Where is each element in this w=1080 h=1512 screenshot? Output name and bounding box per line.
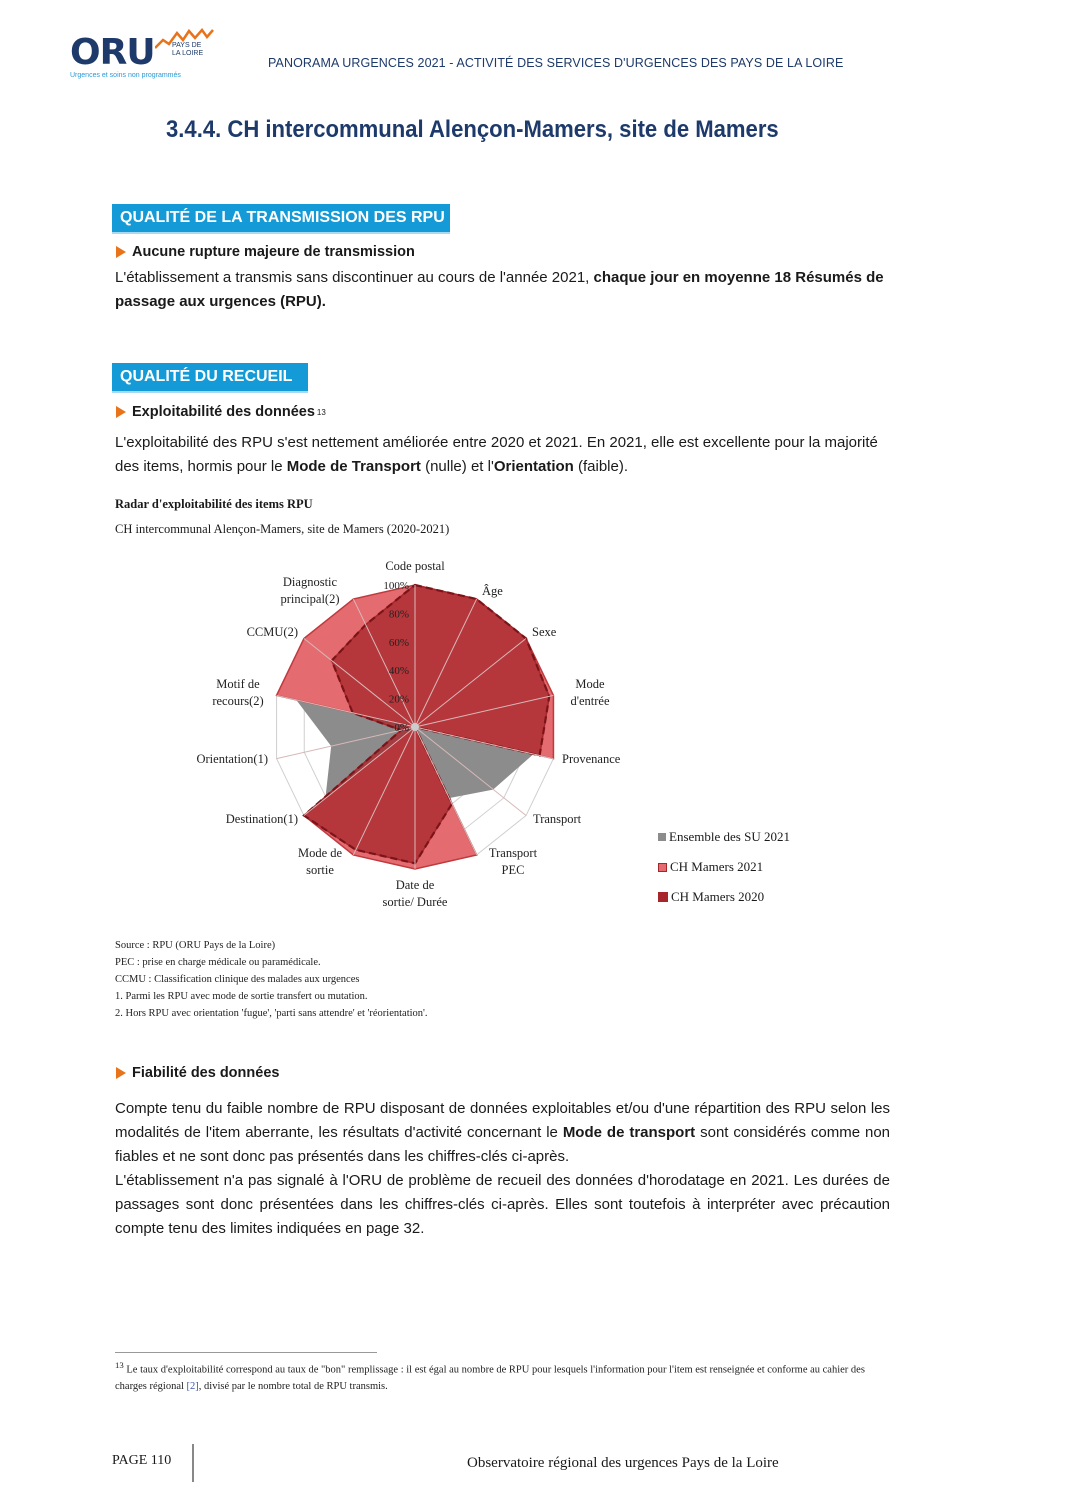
svg-text:80%: 80% — [388, 608, 409, 621]
logo-wordmark: ORU — [70, 32, 155, 73]
axis-label: Âge — [482, 584, 503, 598]
axis-label: Transport PEC — [488, 846, 538, 877]
legend-swatch-dark-red — [658, 892, 668, 902]
axis-label: Code postal — [385, 559, 445, 573]
svg-text:100%: 100% — [383, 580, 409, 592]
legend-item-mamers-2020: CH Mamers 2020 — [658, 882, 790, 912]
axis-label: Orientation(1) — [196, 752, 268, 766]
logo-tagline: Urgences et soins non programmés — [70, 72, 181, 79]
oru-logo — [70, 28, 220, 83]
footnote-ref[interactable]: 13 — [316, 407, 326, 417]
axis-label: CCMU(2) — [246, 625, 298, 639]
subheading-transmission: Aucune rupture majeure de transmission — [116, 244, 415, 260]
subheading-exploitabilite: Exploitabilité des données 13 — [116, 404, 326, 420]
reference-link[interactable]: [2] — [186, 1380, 199, 1392]
footer-divider — [192, 1444, 194, 1482]
axis-label: Provenance — [562, 752, 621, 766]
paragraph-transmission: L'établissement a transmis sans discontinuer au cours de l'année 2021, chaque jour en moyenne 18 Résumés de passage aux urgences (RPU). — [115, 269, 884, 310]
footnote-divider — [115, 1352, 377, 1353]
logo-region: PAYS DE LA LOIRE — [172, 42, 204, 57]
chart-notes: Source : RPU (ORU Pays de la Loire) PEC : prise en charge médicale ou paramédicale. CCMU : Classification clinique des malades aux urgences 1. Parmi les RPU avec mode de sortie transfert ou mutation. 2. Hors RPU avec orientation 'fugue', 'parti sans attendre' et 'réorientation'. — [115, 940, 428, 1019]
paragraph-exploitabilite: L'exploitabilité des RPU s'est nettement améliorée entre 2020 et 2021. En 2021, elle est excellente pour la majorité des items, hormis pour le Mode de Transport (nulle) et l'Orientation (faible). — [115, 434, 878, 475]
footer-organization: Observatoire régional des urgences Pays de la Loire — [467, 1455, 779, 1471]
page-title: 3.4.4. CH intercommunal Alençon-Mamers, site de Mamers — [166, 116, 779, 143]
orange-triangle-icon — [116, 1067, 126, 1079]
running-header: PANORAMA URGENCES 2021 - ACTIVITÉ DES SERVICES D'URGENCES DES PAYS DE LA LOIRE — [268, 56, 844, 70]
paragraph-horodatage: L'établissement n'a pas signalé à l'ORU de problème de recueil des données d'horodatage en 2021. Les durées de passages sont donc présentées dans les chiffres-clés ci-après. Elles sont toutefois à interpréter avec précaution compte tenu des limites indiquées en page 32. — [115, 1172, 890, 1237]
section-band-transmission: QUALITÉ DE LA TRANSMISSION DES RPU — [112, 204, 450, 232]
section-band-recueil: QUALITÉ DU RECUEIL — [112, 363, 308, 391]
chart-title: Radar d'exploitabilité des items RPU — [115, 497, 313, 511]
chart-subtitle: CH intercommunal Alençon-Mamers, site de Mamers (2020-2021) — [115, 522, 450, 536]
axis-label: Destination(1) — [225, 812, 298, 826]
orange-triangle-icon — [116, 246, 126, 258]
svg-text:40%: 40% — [388, 665, 409, 678]
paragraph-fiabilite: Compte tenu du faible nombre de RPU disposant de données exploitables et/ou d'une répartition des RPU selon les modalités de l'item aberrante, les résultats d'activité concernant le Mode de transport sont considérés comme non fiables et ne sont donc pas présentés dans les chiffres-clés ci-après. L'établissement n'a pas signalé à l'ORU de problème de recueil des données d'horodatage en 2021. Les durées de passages sont donc présentées dans les chiffres-clés ci-après. Elles sont toutefois à interpréter avec précaution compte tenu des limites indiquées en page 32. — [115, 1100, 891, 1237]
chart-legend — [658, 822, 790, 912]
axis-label: Motif de recours(2) — [212, 677, 264, 708]
radar-chart — [150, 550, 650, 920]
footnote-13: $^{13}$ Le taux d'exploitabilité correspond au taux de "bon" remplissage : il est égal au nombre de RPU pour lesquels l'information pour l'item est renseignée et conforme au cahier des charges régional [2], divisé par le nombre total de RPU transmis. — [115, 1360, 865, 1392]
axis-label: Diagnostic principal(2) — [280, 575, 340, 606]
legend-item-ensemble: Ensemble des SU 2021 — [658, 822, 790, 852]
svg-text:20%: 20% — [388, 693, 409, 706]
svg-text:0%: 0% — [394, 722, 409, 734]
legend-swatch-light-red — [658, 863, 667, 872]
page-number: PAGE 110 — [112, 1453, 172, 1468]
svg-text:60%: 60% — [388, 636, 409, 649]
axis-label: Date de sortie/ Durée — [382, 878, 448, 909]
legend-item-mamers-2021: CH Mamers 2021 — [658, 852, 790, 882]
orange-triangle-icon — [116, 406, 126, 418]
subheading-fiabilite: Fiabilité des données — [116, 1065, 279, 1081]
axis-label: Mode d'entrée — [570, 677, 610, 708]
axis-label: Mode de sortie — [297, 846, 343, 877]
axis-label: Sexe — [532, 625, 557, 639]
axis-label: Transport — [533, 812, 582, 826]
legend-swatch-gray — [658, 833, 666, 841]
